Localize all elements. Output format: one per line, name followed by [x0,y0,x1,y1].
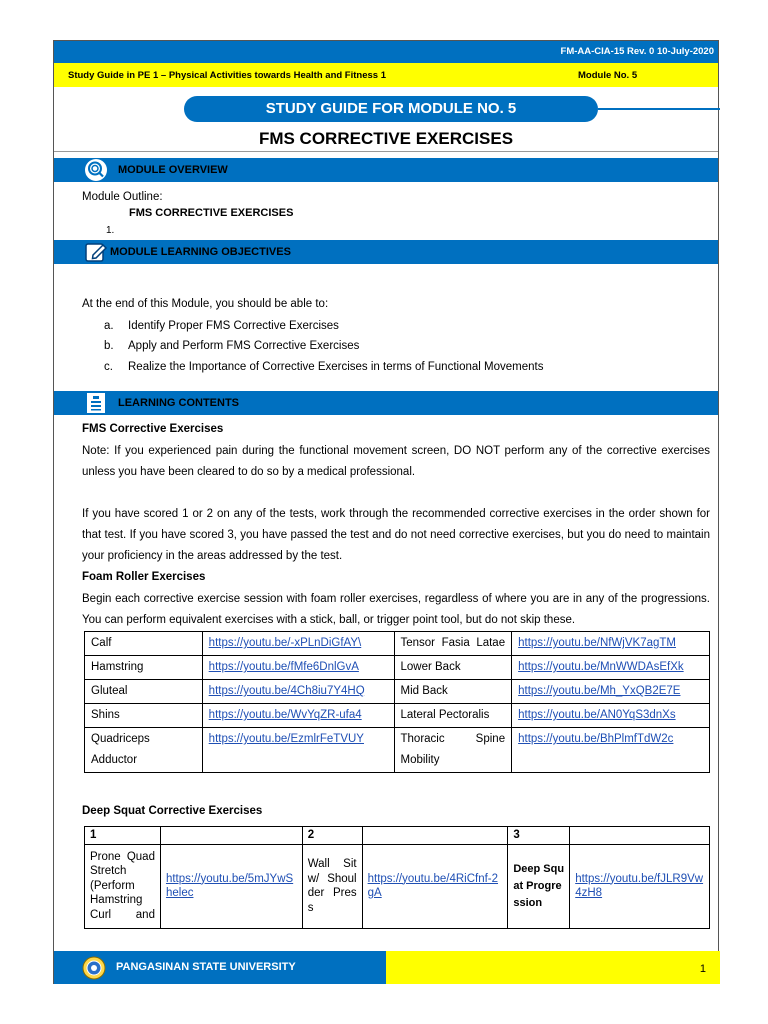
exercise-name: Lower Back [394,656,512,680]
exercise-name: Shins [85,704,203,728]
university-name: PANGASINAN STATE UNIVERSITY [116,961,296,973]
column-number: 1 [85,827,161,845]
page-number: 1 [699,963,706,975]
exercise-name: Mid Back [394,680,512,704]
title-rule [598,108,720,110]
learning-objectives-header [54,240,718,264]
exercise-name: Wall Sit w/ Shoulder Press [302,844,362,928]
table-row [85,728,710,773]
exercise-name: Tensor Fasia Latae [394,632,512,656]
video-link[interactable]: https://youtu.be/Mh_YxQB2E7E [518,685,681,697]
module-number: Module No. 5 [578,70,638,81]
video-link[interactable]: https://youtu.be/WvYqZR-ufa4 [208,709,362,721]
section-heading: MODULE LEARNING OBJECTIVES [110,246,291,258]
study-guide-title: STUDY GUIDE FOR MODULE NO. 5 [184,96,598,122]
video-link[interactable]: https://youtu.be/NfWjVK7agTM [518,637,676,649]
outline-item: FMS CORRECTIVE EXERCISES [129,207,294,219]
scoring-paragraph: If you have scored 1 or 2 on any of the tests, work through the recommended corrective exercises in the order shown for that test. If you have scored 3, you have passed the test and do not need corrective exercises, but you do need to maintain your proficiency in the areas addressed by the test. [82,508,710,562]
header-subbar [54,63,718,87]
university-seal-icon [82,956,106,980]
video-link[interactable]: https://youtu.be/-xPLnDiGfAY\ [208,637,362,649]
video-link[interactable]: https://youtu.be/4Ch8iu7Y4HQ [208,685,365,697]
video-link[interactable]: https://youtu.be/MnWWDAsEfXk [518,661,684,673]
document-code: FM-AA-CIA-15 Rev. 0 10-July-2020 [560,46,714,57]
divider [54,151,718,152]
video-link[interactable]: https://youtu.be/EzmlrFeTVUY [208,733,364,745]
exercise-name: Hamstring [85,656,203,680]
video-link[interactable]: https://youtu.be/BhPlmfTdW2c [518,733,674,745]
table-row [85,827,710,845]
objective-item: c. Realize the Importance of Corrective Exercises in terms of Functional Movements [104,361,544,373]
section-heading: LEARNING CONTENTS [118,397,239,409]
exercise-name: Thoracic Spine Mobility [394,728,512,773]
search-icon [84,158,108,182]
foam-roller-paragraph: Begin each corrective exercise session with foam roller exercises, regardless of where you are in any of the progressions. You can perform equivalent exercises with a stick, ball, or trigger point tool, but do not skip these. [82,593,710,626]
table-row [85,704,710,728]
outline-label: Module Outline: [82,191,163,203]
column-number: 2 [302,827,362,845]
exercise-name: Calf [85,632,203,656]
module-overview-header [54,158,718,182]
document-icon [84,391,108,415]
objective-item: a. Identify Proper FMS Corrective Exercises [104,320,339,332]
column-number: 3 [508,827,570,845]
table-row [85,632,710,656]
page-title: FMS CORRECTIVE EXERCISES [258,129,514,148]
header-bar [54,41,718,63]
learning-contents-header [54,391,718,415]
video-link[interactable]: https://youtu.be/fMfe6DnlGvA [208,661,359,673]
foam-roller-title: Foam Roller Exercises [82,571,206,583]
note-paragraph: Note: If you experienced pain during the functional movement screen, DO NOT perform any of the corrective exercises unless you have been cleared to do so by a medical professional. [82,445,710,478]
outline-number: 1. [106,225,115,236]
exercise-name: Lateral Pectoralis [394,704,512,728]
objectives-intro: At the end of this Module, you should be able to: [82,298,329,310]
objective-item: b. Apply and Perform FMS Corrective Exercises [104,340,360,352]
exercise-name: Prone Quad Stretch (Perform Hamstring Curl and [85,844,161,928]
deep-squat-title: Deep Squat Corrective Exercises [82,805,263,817]
document-page [53,40,719,984]
contents-subtitle: FMS Corrective Exercises [82,423,224,435]
deep-squat-table [84,826,710,929]
exercise-name: Quadriceps Adductor [85,728,203,773]
page-footer [54,951,718,984]
table-row [85,656,710,680]
exercise-name: Gluteal [85,680,203,704]
video-link[interactable]: https://youtu.be/4RiCfnf-2gA [367,872,499,899]
video-link[interactable]: https://youtu.be/5mJYwShelec [165,872,294,899]
table-row [85,844,710,928]
video-link[interactable]: https://youtu.be/fJLR9Vw4zH8 [575,872,704,899]
video-link[interactable]: https://youtu.be/AN0YqS3dnXs [518,709,676,721]
exercise-name: Deep Squat Progression [508,844,570,928]
foam-roller-table [84,631,710,773]
edit-icon [84,240,108,264]
study-guide-label: Study Guide in PE 1 – Physical Activities towards Health and Fitness 1 [68,70,386,81]
section-heading: MODULE OVERVIEW [118,164,228,176]
table-row [85,680,710,704]
